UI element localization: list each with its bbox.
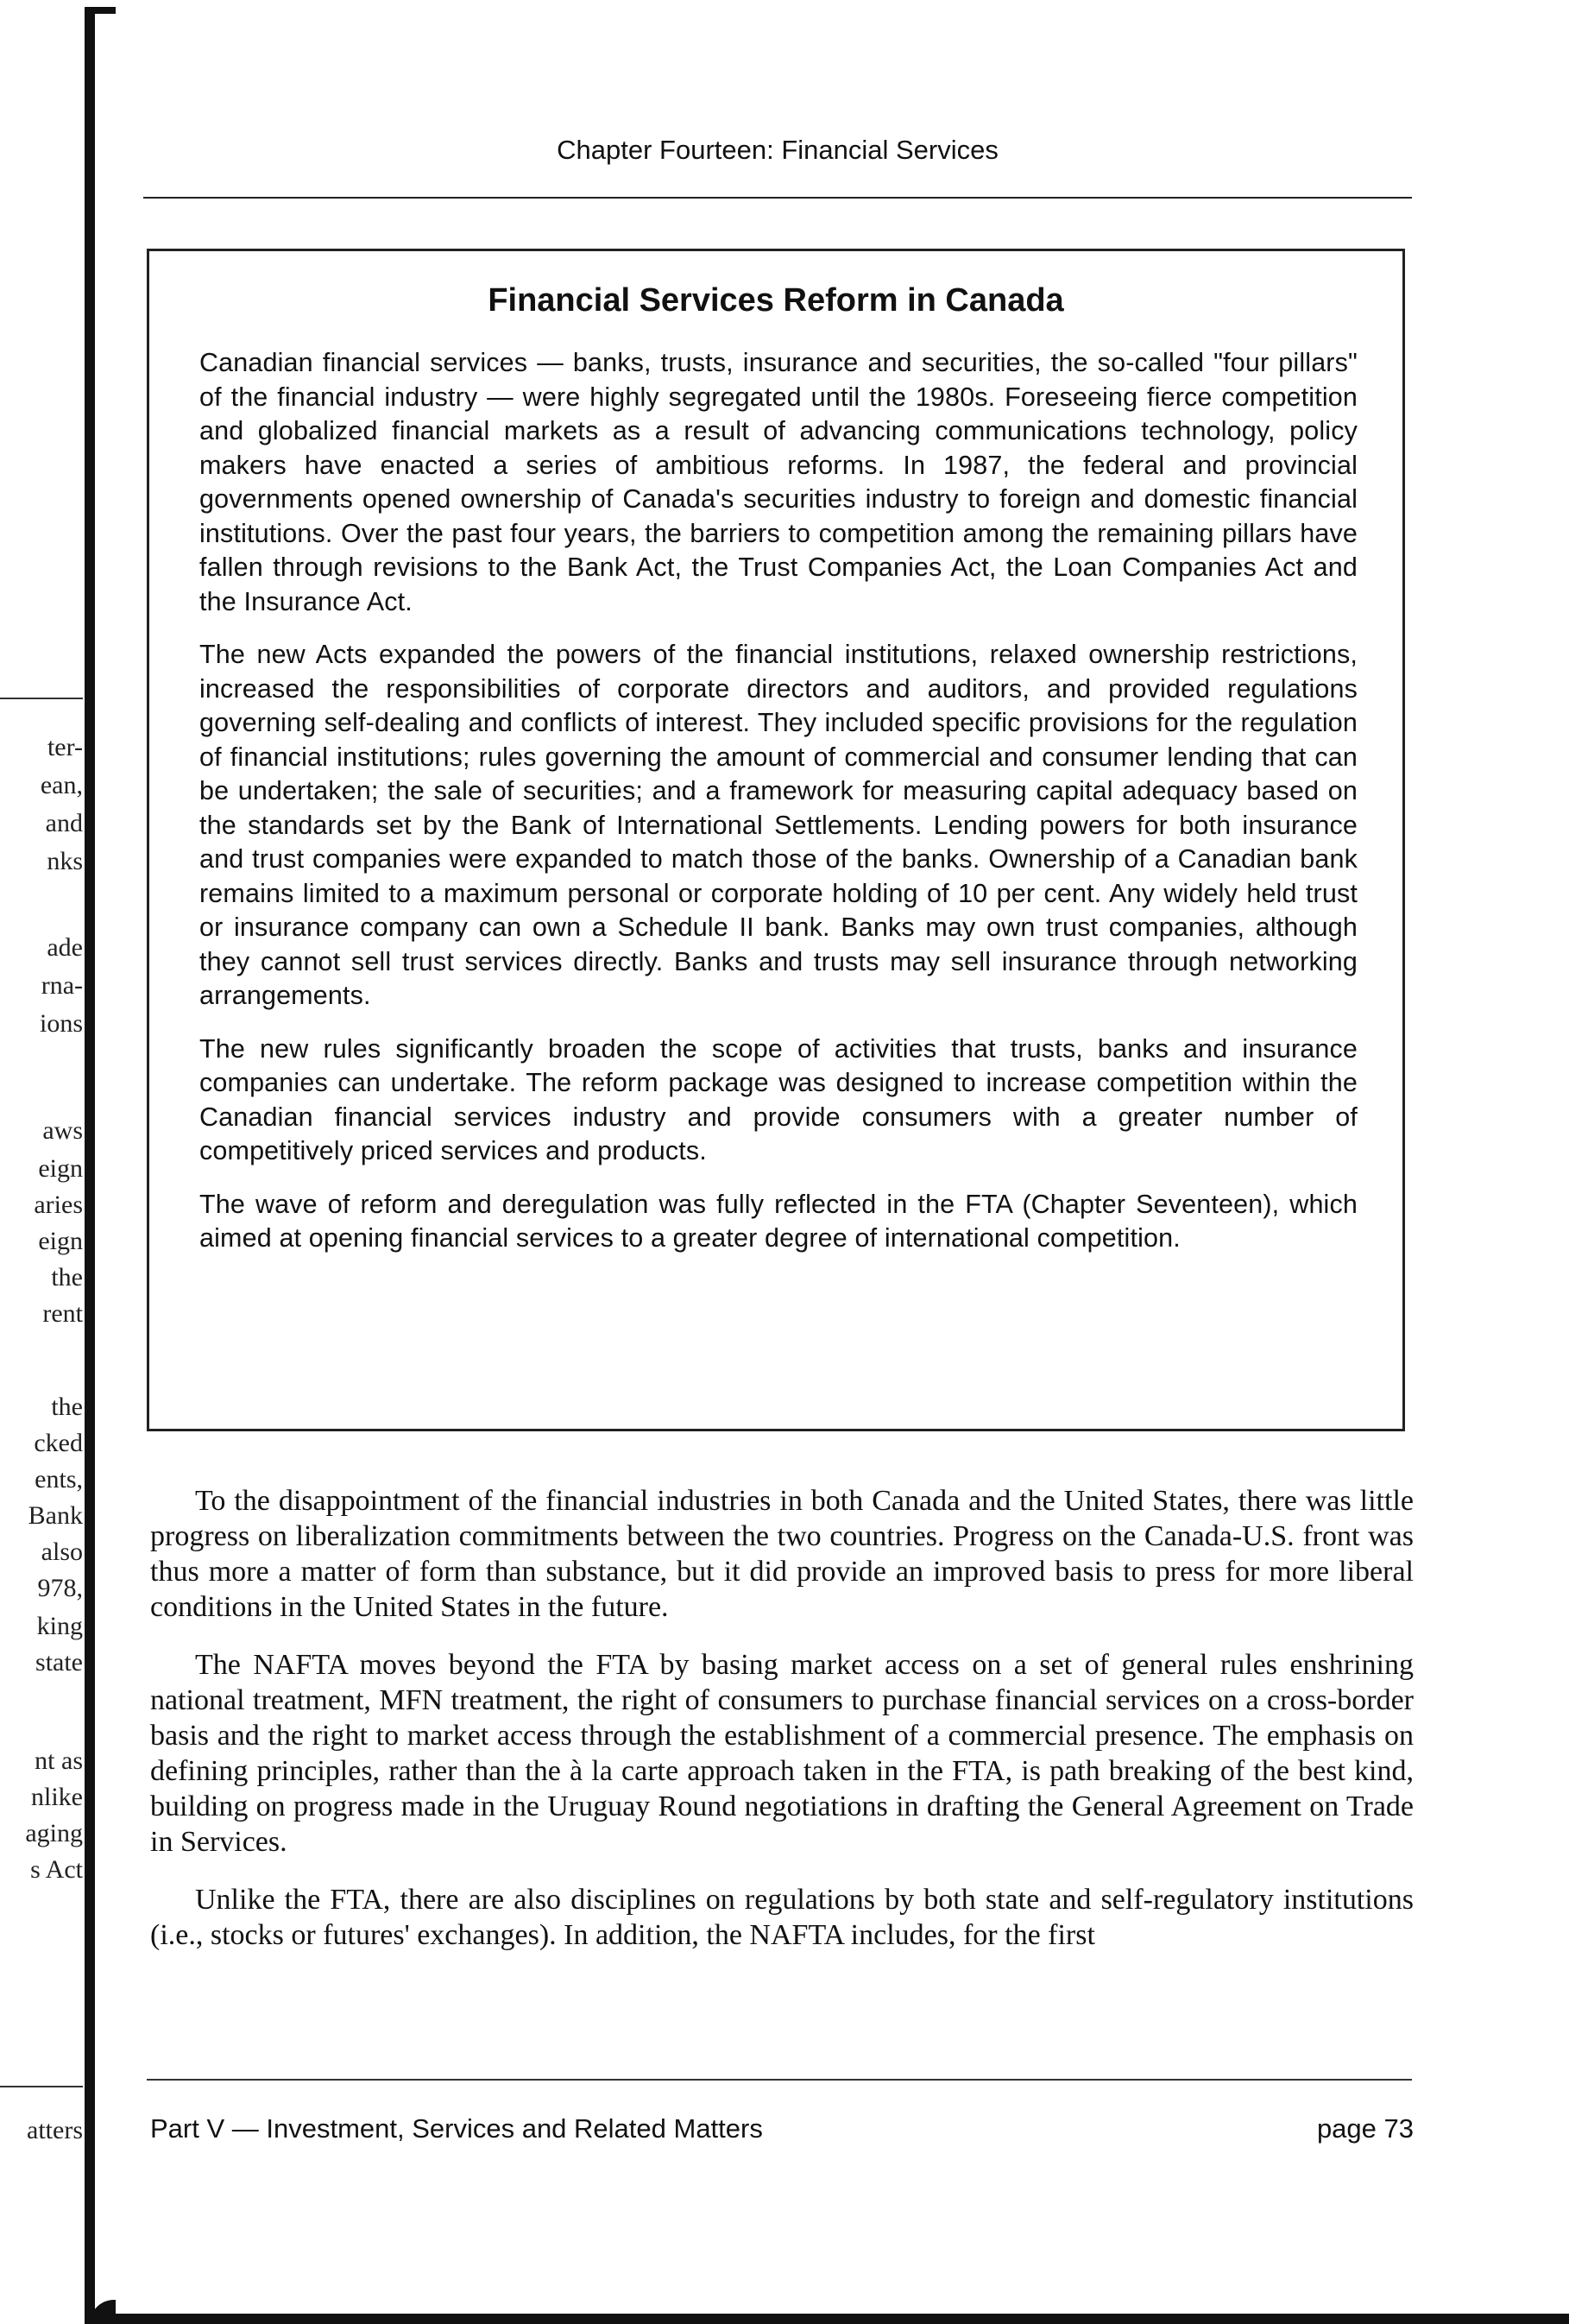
box-body xyxy=(199,346,1358,1275)
box-paragraph: Canadian financial services — banks, trusts, insurance and securities, the so-called "four pillars" of the financial industry — were highly segregated until the 1980s. Foreseeing fierce competition and globalized financial markets as a result of advancing communications technology, policy makers have enacted a series of ambitious reforms. In 1987, the federal and provincial governments opened ownership of Canada's securities industry to foreign and domestic financial institutions. Over the past four years, the barriers to competition among the remaining pillars have fallen through revisions to the Bank Act, the Trust Companies Act, the Loan Companies Act and the Insurance Act. xyxy=(199,348,1358,616)
bleed-fragment: s Act xyxy=(30,1855,83,1884)
bleed-fragment: rent xyxy=(42,1299,83,1328)
bleed-fragment: nks xyxy=(47,847,83,875)
body-paragraph: Unlike the FTA, there are also disciplines on regulations by both state and self-regulatory institutions (i.e., stocks or futures' exchanges). In addition, the NAFTA includes, for the first xyxy=(150,1884,1414,1951)
sidebar-box xyxy=(147,249,1405,1431)
bleed-fragment: nt as xyxy=(35,1746,83,1775)
binding-edge-top xyxy=(85,7,116,14)
footer-rule xyxy=(147,2079,1412,2081)
bleed-rule xyxy=(0,2086,83,2087)
box-paragraph: The wave of reform and deregulation was fully reflected in the FTA (Chapter Seventeen), which aimed at opening financial services to a greater degree of international competition. xyxy=(199,1189,1358,1253)
body-paragraph: To the disappointment of the financial industries in both Canada and the United States, there was little progress on liberalization commitments between the two countries. Progress on the Canada-U.S. front was thus more a matter of form than substance, but it did provide an improved basis to press for more liberal conditions in the United States in the future. xyxy=(150,1485,1414,1623)
bleed-fragment: ean, xyxy=(40,771,83,799)
header-rule xyxy=(143,197,1412,199)
binding-edge xyxy=(85,7,95,2324)
bleed-fragment: ade xyxy=(47,933,83,962)
bleed-rule xyxy=(0,698,83,699)
bleed-fragment: state xyxy=(35,1648,83,1677)
bleed-fragment: atters xyxy=(27,2116,83,2144)
bleed-fragment: the xyxy=(51,1393,83,1421)
box-paragraph: The new rules significantly broaden the scope of activities that trusts, banks and insurance companies can undertake. The reform package was designed to increase competition within the Canadian financial services industry and provide consumers with a greater number of competitively priced services and products. xyxy=(199,1033,1358,1165)
bleed-fragment: cked xyxy=(34,1429,83,1457)
bleed-fragment: the xyxy=(51,1263,83,1291)
bleed-fragment: aries xyxy=(34,1190,83,1219)
box-paragraph: The new Acts expanded the powers of the financial institutions, relaxed ownership restrictions, increased the responsibilities of corporate directors and auditors, and provided regulations governing self-dealing and conflicts of interest. They included specific provisions for the regulation of financial institutions; rules governing the amount of commercial and consumer lending that can be undertaken; the sale of securities; and a framework for measuring capital adequacy based on the standards set by the Bank of International Settlements. Lending powers for both insurance and trust companies were expanded to match those of the banks. Ownership of a Canadian bank remains limited to a maximum personal or corporate holding of 10 per cent. Any widely held trust or insurance company can own a Schedule II bank. Banks may own trust companies, although they cannot sell trust services directly. Banks and trusts may sell insurance through networking arrangements. xyxy=(199,640,1358,1010)
bleed-fragment: ions xyxy=(39,1009,83,1038)
bleed-fragment: Bank xyxy=(28,1501,83,1530)
running-head: Chapter Fourteen: Financial Services xyxy=(557,135,999,165)
box-title: Financial Services Reform in Canada xyxy=(488,282,1064,319)
bleed-fragment: 978, xyxy=(37,1574,83,1602)
bleed-fragment: also xyxy=(41,1538,83,1566)
page-number: page 73 xyxy=(1316,2113,1414,2144)
bleed-fragment: king xyxy=(36,1612,83,1640)
body-paragraph: The NAFTA moves beyond the FTA by basing market access on a set of general rules enshrining national treatment, MFN treatment, the right of consumers to purchase financial services on a cross-border basis and the right to market access through the establishment of a commercial presence. The emphasis on defining principles, rather than the à la carte approach taken in the FTA, is path breaking of the best kind, building on progress made in the Uruguay Round negotiations in drafting the General Agreement on Trade in Services. xyxy=(150,1649,1414,1858)
bleed-fragment: eign xyxy=(38,1227,83,1255)
bleed-fragment: ter- xyxy=(47,733,83,761)
bleed-fragment: ents, xyxy=(35,1465,83,1494)
bleed-fragment: and xyxy=(45,809,83,837)
bleed-fragment: aws xyxy=(42,1116,83,1145)
main-body-text xyxy=(150,1483,1414,1975)
bleed-fragment: rna- xyxy=(41,971,83,1000)
bleed-fragment: eign xyxy=(38,1154,83,1183)
binding-edge-bottom xyxy=(93,2314,1569,2324)
bleed-fragment: aging xyxy=(25,1819,83,1847)
footer-section-title: Part V — Investment, Services and Related Matters xyxy=(150,2113,763,2144)
bleed-fragment: nlike xyxy=(31,1783,83,1811)
